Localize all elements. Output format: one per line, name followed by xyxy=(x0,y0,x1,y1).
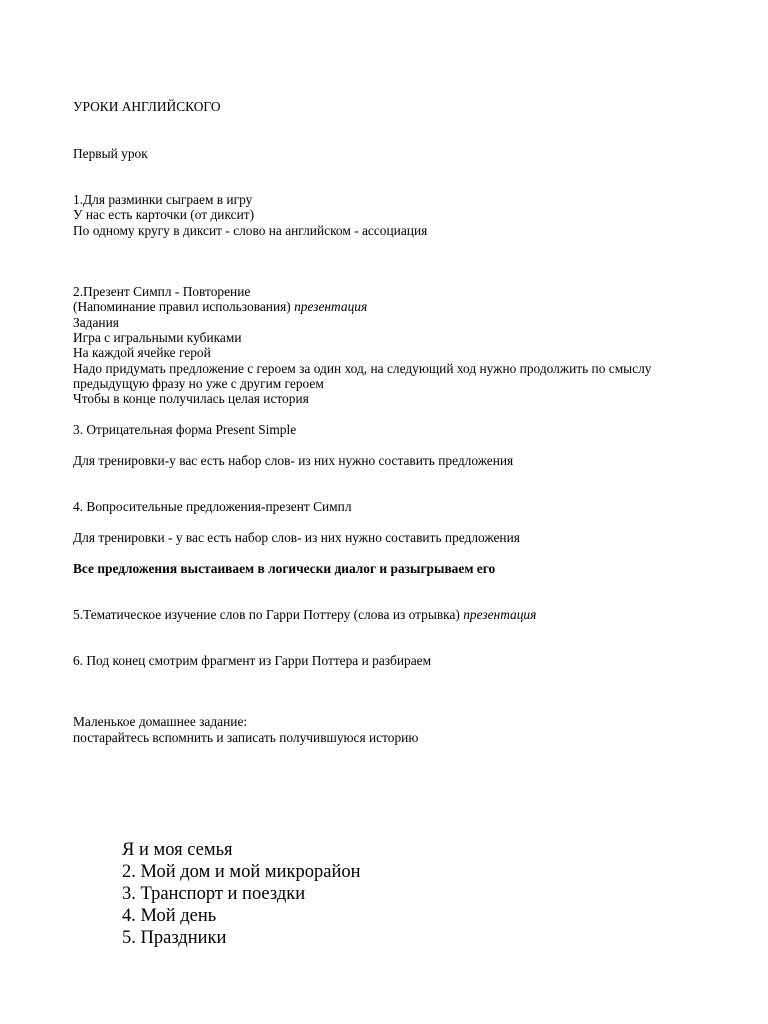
document-title: УРОКИ АНГЛИЙСКОГО xyxy=(73,99,221,114)
section1-line1: 1.Для разминки сыграем в игру xyxy=(73,192,253,207)
homework-line1: Маленькое домашнее задание: xyxy=(73,714,248,729)
presentation-label: презентация xyxy=(294,299,368,314)
section4-heading: 4. Вопросительные предложения-презент Симпл xyxy=(73,499,352,514)
topic-item: 5. Праздники xyxy=(122,928,227,948)
section1-line2: У нас есть карточки (от диксит) xyxy=(73,207,255,222)
section3-text: Для тренировки-у вас есть набор слов- из них нужно составить предложения xyxy=(73,453,514,468)
section4-text: Для тренировки - у вас есть набор слов- из них нужно составить предложения xyxy=(73,530,520,545)
section2-line3: Задания xyxy=(73,315,119,330)
section2-line7: предыдущую фразу но уже с другим героем xyxy=(73,376,324,391)
topic-item: Я и моя семья xyxy=(122,840,233,860)
presentation-label: презентация xyxy=(463,607,537,622)
section2-line5: На каждой ячейке герой xyxy=(73,345,211,360)
section6-text: 6. Под конец смотрим фрагмент из Гарри Поттера и разбираем xyxy=(73,653,432,668)
section2-line4: Игра с игральными кубиками xyxy=(73,330,242,345)
section5-text: 5.Тематическое изучение слов по Гарри Поттеру (слова из отрывка) xyxy=(73,607,464,622)
section2-line1: 2.Презент Симпл - Повторение xyxy=(73,284,251,299)
topic-item: 2. Мой дом и мой микрорайон xyxy=(122,862,361,882)
homework-line2: постарайтесь вспомнить и записать получившуюся историю xyxy=(73,730,419,745)
topic-item: 3. Транспорт и поездки xyxy=(122,884,306,904)
section2-line6: Надо придумать предложение с героем за один ход, на следующий ход нужно продолжить по смыслу xyxy=(73,361,652,376)
topic-item: 4. Мой день xyxy=(122,906,217,926)
section3-heading: 3. Отрицательная форма Present Simple xyxy=(73,422,297,437)
section2-line2 xyxy=(73,299,367,314)
section1-line3: По одному кругу в диксит - слово на английском - ассоциация xyxy=(73,223,428,238)
lesson-heading: Первый урок xyxy=(73,146,148,161)
section5-line xyxy=(73,607,536,622)
section4-bold-text: Все предложения выстаиваем в логически диалог и разыгрываем его xyxy=(73,561,496,576)
section2-line8: Чтобы в конце получилась целая история xyxy=(73,391,309,406)
section2-line2-text: (Напоминание правил использования) xyxy=(73,299,295,314)
